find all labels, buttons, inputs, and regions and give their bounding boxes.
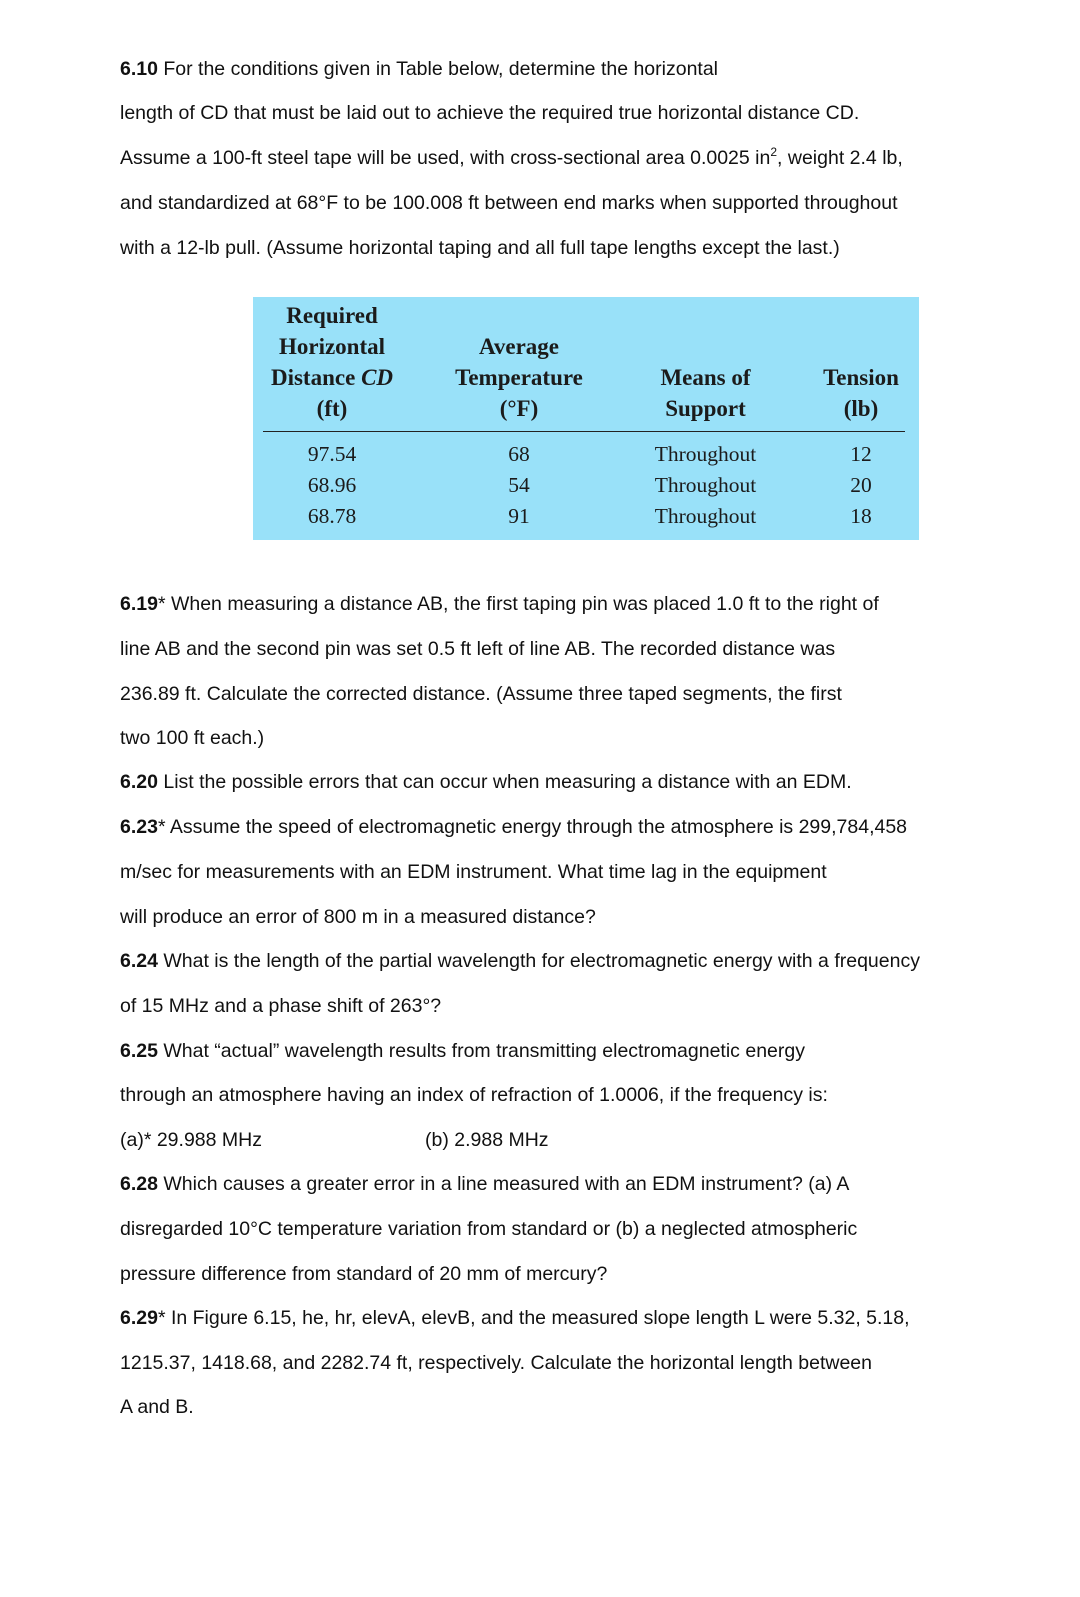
problem-6-10-line-3 <box>120 146 903 170</box>
problem-text: Which causes a greater error in a line measured with an EDM instrument? (a) A <box>157 1173 850 1195</box>
problem-number: 6.28 <box>120 1173 158 1195</box>
header-text: Distance <box>270 365 362 390</box>
problem-line <box>120 1262 607 1286</box>
problem-number: 6.23 <box>120 816 158 838</box>
problem-text: * When measuring a distance AB, the first taping pin was placed 1.0 ft to the right of <box>157 593 879 615</box>
problem-line <box>120 726 264 750</box>
header-line: (ft) <box>316 396 348 421</box>
table-header-rule <box>263 431 905 432</box>
table-cell: 97.54 <box>307 442 357 466</box>
problem-text: disregarded 10°C temperature variation from standard or (b) a neglected atmospheric <box>120 1218 858 1240</box>
problem-text: * In Figure 6.15, he, hr, elevA, elevB, and the measured slope length L were 5.32, 5.18, <box>157 1307 910 1329</box>
header-line: Support <box>665 396 746 421</box>
problem-text: line AB and the second pin was set 0.5 ft left of line AB. The recorded distance was <box>120 638 836 660</box>
header-line: Temperature <box>455 365 583 390</box>
problem-text: m/sec for measurements with an EDM instrument. What time lag in the equipment <box>120 861 827 883</box>
header-line: Required <box>286 303 378 328</box>
header-line: Average <box>478 334 560 359</box>
problem-line <box>120 770 852 794</box>
problem-number: 6.25 <box>120 1040 158 1062</box>
problem-line <box>120 1217 857 1241</box>
table-cell: 68.96 <box>307 473 357 497</box>
problem-text: * Assume the speed of electromagnetic energy through the atmosphere is 299,784,458 <box>157 816 908 838</box>
header-support <box>633 362 778 424</box>
table-cell: 12 <box>850 442 872 466</box>
table-cell: 68.78 <box>307 504 357 528</box>
problem-line <box>120 1395 194 1419</box>
column-tension <box>806 439 916 532</box>
problem-line <box>120 1083 828 1107</box>
problem-number: 6.19 <box>120 593 158 615</box>
header-line: Means of <box>660 365 751 390</box>
table-cell: 20 <box>850 473 872 497</box>
header-temperature <box>439 331 599 424</box>
problem-line <box>120 905 596 929</box>
problem-text: pressure difference from standard of 20 mm of mercury? <box>120 1263 608 1285</box>
problem-line <box>120 1306 910 1330</box>
header-tension <box>806 362 916 424</box>
header-line: Horizontal <box>278 334 386 359</box>
superscript: 2 <box>770 144 778 159</box>
table-cell: Throughout <box>654 504 757 528</box>
problem-text: Assume a 100-ft steel tape will be used, with cross-sectional area 0.0025 in <box>120 147 771 169</box>
problem-line <box>120 637 835 661</box>
taping-conditions-table <box>253 297 919 540</box>
problem-line <box>120 682 842 706</box>
option-a: (a)* 29.988 MHz <box>120 1129 262 1151</box>
problem-line <box>120 994 441 1018</box>
problem-line <box>120 1039 805 1063</box>
problem-text: through an atmosphere having an index of refraction of 1.0006, if the frequency is: <box>120 1084 828 1106</box>
problem-text: List the possible errors that can occur when measuring a distance with an EDM. <box>157 771 852 793</box>
header-line: Tension <box>823 365 899 390</box>
problem-line <box>120 815 907 839</box>
problem-text: What is the length of the partial wavelength for electromagnetic energy with a frequency <box>157 950 920 972</box>
problem-6-10-line-5: with a 12-lb pull. (Assume horizontal taping and all full tape lengths except the last.) <box>120 237 840 259</box>
problem-text: of 15 MHz and a phase shift of 263°? <box>120 995 442 1017</box>
problem-text: 236.89 ft. Calculate the corrected distance. (Assume three taped segments, the first <box>120 683 842 705</box>
table-cell: 54 <box>508 473 530 497</box>
problem-text: will produce an error of 800 m in a measured distance? <box>120 906 596 928</box>
problem-text: two 100 ft each.) <box>120 727 265 749</box>
header-line <box>253 362 411 393</box>
problem-number: 6.29 <box>120 1307 158 1329</box>
problem-text: , weight 2.4 lb, <box>777 147 903 169</box>
header-distance <box>253 300 411 424</box>
frequency-options <box>425 1128 549 1152</box>
problem-number: 6.24 <box>120 950 158 972</box>
option-b: (b) 2.988 MHz <box>425 1129 549 1151</box>
problem-6-10-line-1 <box>120 57 718 81</box>
table-cell: Throughout <box>654 442 757 466</box>
table-cell: 91 <box>508 504 530 528</box>
problem-number: 6.10 <box>120 58 158 80</box>
problem-line <box>120 592 879 616</box>
problem-6-10-line-4: and standardized at 68°F to be 100.008 ft between end marks when supported throughout <box>120 192 898 214</box>
header-text-italic: CD <box>361 365 394 390</box>
problem-text: 1215.37, 1418.68, and 2282.74 ft, respectively. Calculate the horizontal length between <box>120 1352 872 1374</box>
table-cell: 68 <box>508 442 530 466</box>
column-temperature <box>439 439 599 532</box>
problem-text: What “actual” wavelength results from transmitting electromagnetic energy <box>157 1040 805 1062</box>
column-distance <box>253 439 411 532</box>
problem-line <box>120 949 920 973</box>
column-support <box>633 439 778 532</box>
problem-6-10-line-2: length of CD that must be laid out to achieve the required true horizontal distance CD. <box>120 102 860 124</box>
problem-line <box>120 1351 872 1375</box>
problem-line <box>120 1172 849 1196</box>
problem-line <box>120 860 827 884</box>
header-line: (lb) <box>843 396 879 421</box>
problem-text: A and B. <box>120 1396 194 1418</box>
table-cell: Throughout <box>654 473 757 497</box>
problem-text: For the conditions given in Table below, determine the horizontal <box>157 58 719 80</box>
header-line: (°F) <box>499 396 539 421</box>
problem-number: 6.20 <box>120 771 158 793</box>
table-cell: 18 <box>850 504 872 528</box>
frequency-options <box>120 1128 262 1152</box>
